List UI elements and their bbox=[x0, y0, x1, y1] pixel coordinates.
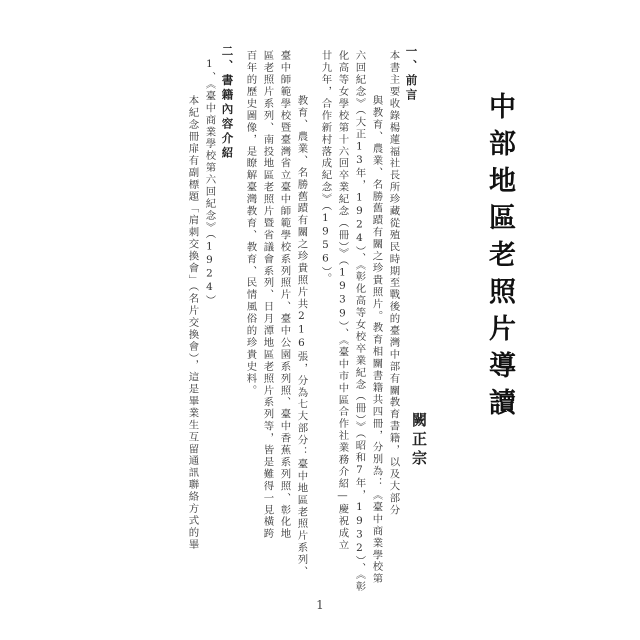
text-column: 教育、農業、名勝舊蹟有關之珍貴照片共216張，分為七大部分：臺中地區老照片系列、 bbox=[295, 95, 308, 578]
author-name: 闕正宗 bbox=[410, 412, 428, 469]
text-column: 臺中師範學校暨臺灣省立臺中師範學校系列照片、臺中公園系列照、臺中香蕉系列照、彰化地 bbox=[278, 50, 291, 540]
text-column: 與教育、農業、名勝舊蹟有關之珍貴照片。教育相關書籍共四冊，分別為：《臺中商業學校第 bbox=[370, 95, 383, 585]
page-number: 1 bbox=[316, 598, 324, 612]
text-column: 百年的歷史圖像，是瞭解臺灣教育、教育、民情風俗的珍貴史料。 bbox=[244, 50, 257, 397]
document-title: 中部地區老照片導讀 bbox=[484, 92, 515, 425]
text-column: 本紀念冊扉有副標題「肩刺交換會」（名片交換會），這是畢業生互留通訊聯絡方式的畢 bbox=[186, 95, 199, 551]
text-column: 1、《臺中商業學校第六回紀念》（1924） bbox=[203, 58, 216, 307]
section-heading: 二、書籍內容介紹 bbox=[220, 45, 235, 161]
text-column: 本書主要收錄楊蓮福社長所珍藏從殖民時期至戰後的臺灣中部有關教育書籍，以及大部分 bbox=[387, 50, 400, 517]
text-column: 六回紀念》（大正13年，1924）、《彰化高等女校卒業紀念（冊）》（昭和7年，1932）、《彰 bbox=[353, 50, 366, 593]
text-column: 廿九年，合作新村落成紀念》（1956）。 bbox=[319, 50, 332, 285]
text-column: 區老照片系列、南投地區老照片暨省議會系列、日月潭地區老照片系列等，皆是難得一見橫跨 bbox=[261, 50, 274, 540]
section-heading: 一、前言 bbox=[404, 45, 419, 103]
text-column: 化高等女學校第十六回卒業紀念（冊）》（1939）、《臺中市中區合作社業務介紹—慶祝成立 bbox=[336, 50, 349, 552]
